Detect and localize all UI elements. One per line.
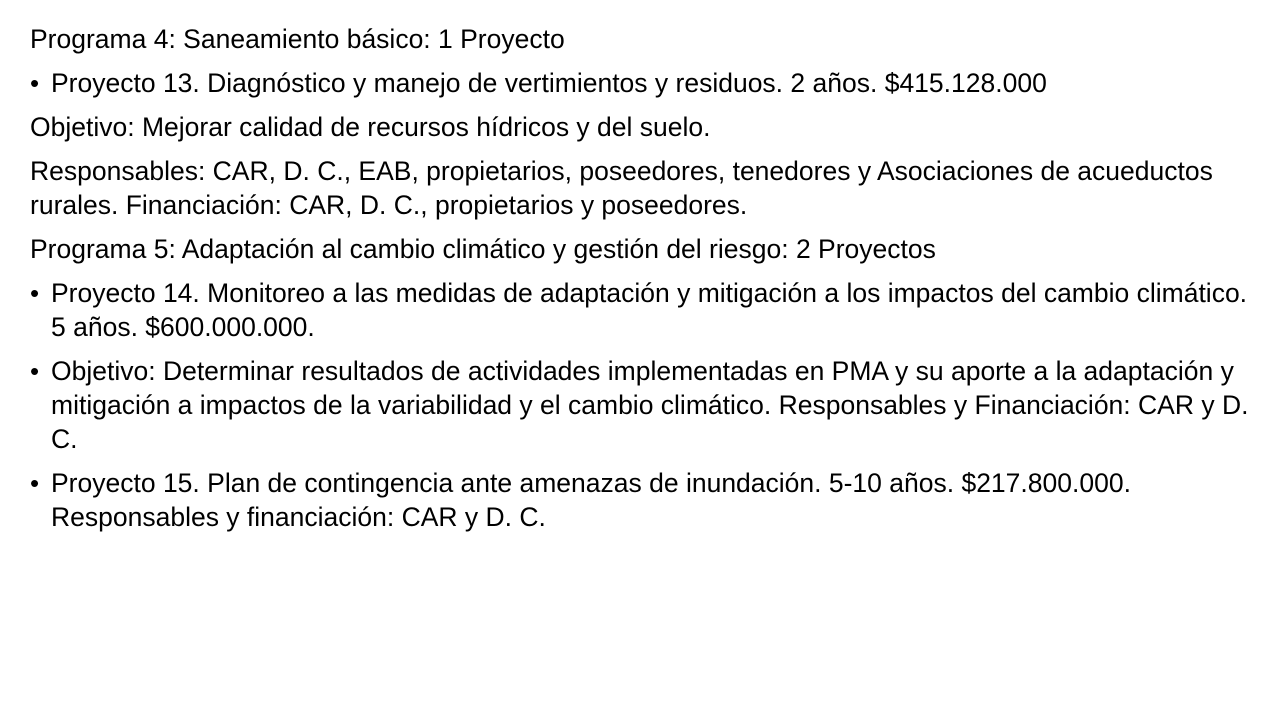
responsables-program-4: Responsables: CAR, D. C., EAB, propietarios, poseedores, tenedores y Asociaciones de acueductos rurales. Financiación: CAR, D. C., propietarios y poseedores. [30, 156, 1213, 220]
bullet-objective-program-5 [30, 354, 1255, 456]
program-4-heading: Programa 4: Saneamiento básico: 1 Proyecto [30, 24, 565, 54]
bullet-text: Proyecto 14. Monitoreo a las medidas de adaptación y mitigación a los impactos del cambio climático. 5 años. $600.000.000. [51, 278, 1248, 342]
bullet-icon: • [30, 68, 40, 98]
objective-program-4: Objetivo: Mejorar calidad de recursos hídricos y del suelo. [30, 112, 711, 142]
slide-content [30, 22, 1255, 544]
bullet-text: Objetivo: Determinar resultados de actividades implementadas en PMA y su aporte a la adaptación y mitigación a impactos de la variabilidad y el cambio climático. Responsables y Financiación: CAR y D. C. [51, 356, 1249, 454]
bullet-project-15 [30, 466, 1255, 534]
bullet-project-14 [30, 276, 1255, 344]
bullet-icon: • [30, 278, 40, 308]
bullet-project-13 [30, 66, 1255, 100]
bullet-icon: • [30, 468, 40, 498]
bullet-text: Proyecto 15. Plan de contingencia ante amenazas de inundación. 5-10 años. $217.800.000. Responsables y financiación: CAR y D. C. [51, 468, 1131, 532]
program-5-heading: Programa 5: Adaptación al cambio climático y gestión del riesgo: 2 Proyectos [30, 234, 936, 264]
bullet-icon: • [30, 356, 40, 386]
bullet-text: Proyecto 13. Diagnóstico y manejo de vertimientos y residuos. 2 años. $415.128.000 [51, 68, 1047, 98]
